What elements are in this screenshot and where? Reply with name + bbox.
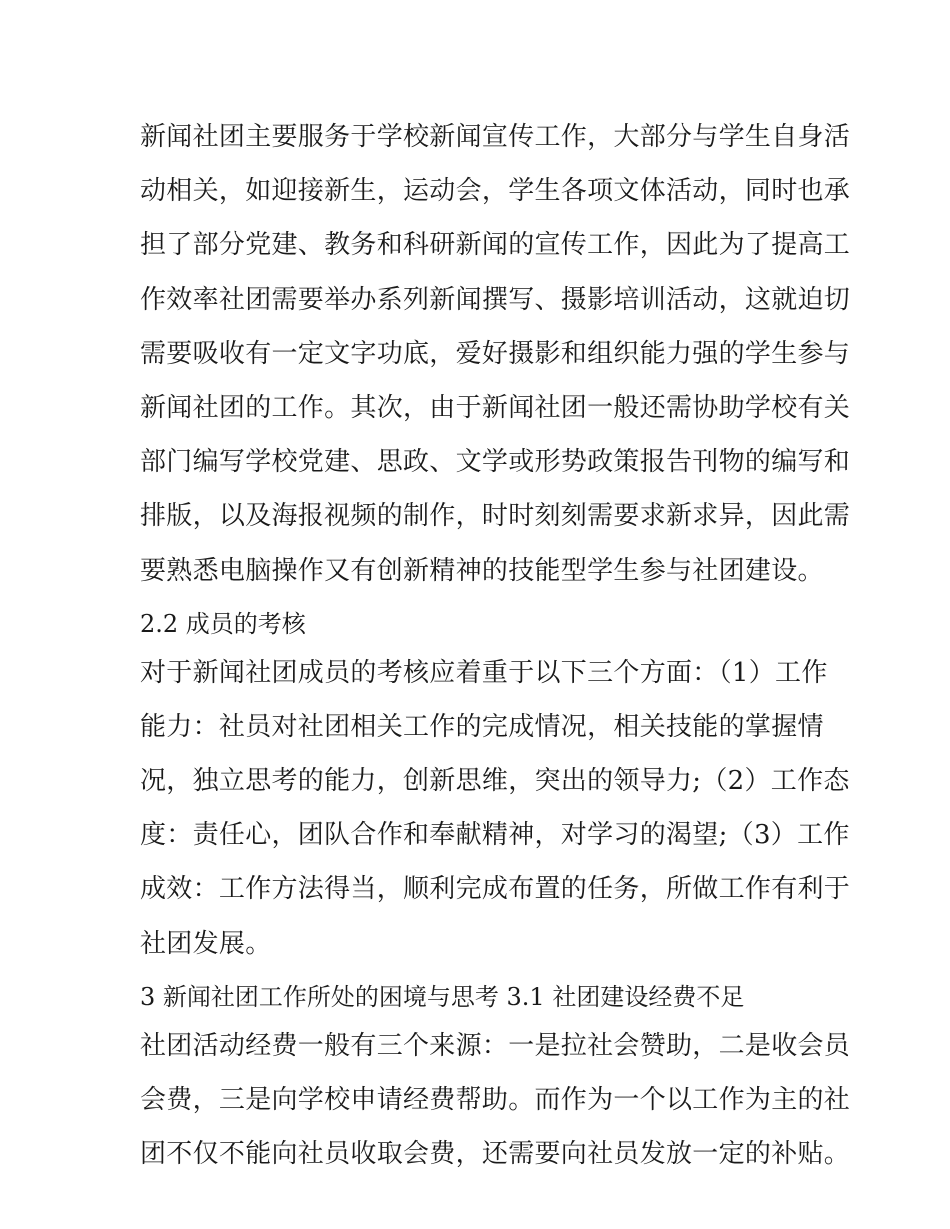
paragraph-line: 动相关，如迎接新生，运动会，学生各项文体活动，同时也承 — [140, 176, 851, 207]
paragraph-line: 作效率社团需要举办系列新闻撰写、摄影培训活动，这就迫切 — [140, 284, 851, 315]
paragraph-line: 担了部分党建、教务和科研新闻的宣传工作，因此为了提高工 — [140, 230, 851, 261]
paragraph-line: 排版，以及海报视频的制作，时时刻刻需要求新求异，因此需 — [140, 501, 851, 532]
paragraph-3 — [140, 1019, 851, 1182]
paragraph-line: 成效：工作方法得当，顺利完成布置的任务，所做工作有利于 — [140, 874, 851, 905]
paragraph-line: 团不仅不能向社员收取会费，还需要向社员发放一定的补贴。 — [140, 1139, 851, 1170]
section-heading-3: 3 新闻社团工作所处的困境与思考 3.1 社团建设经费不足 — [140, 982, 745, 1011]
paragraph-line: 需要吸收有一定文字功底，爱好摄影和组织能力强的学生参与 — [140, 338, 851, 369]
paragraph-line: 能力：社员对社团相关工作的完成情况，相关技能的掌握情 — [140, 711, 824, 742]
paragraph-line: 要熟悉电脑操作又有创新精神的技能型学生参与社团建设。 — [140, 555, 824, 586]
paragraph-line: 新闻社团主要服务于学校新闻宣传工作，大部分与学生自身活 — [140, 122, 851, 152]
section-heading-2-2: 2.2 成员的考核 — [140, 609, 306, 638]
paragraph-1 — [140, 110, 851, 598]
paragraph-line: 新闻社团的工作。其次，由于新闻社团一般还需协助学校有关 — [140, 392, 851, 423]
document-page — [140, 110, 851, 1181]
paragraph-line: 况，独立思考的能力，创新思维，突出的领导力;（2）工作态 — [140, 766, 850, 797]
paragraph-line: 社团活动经费一般有三个来源：一是拉社会赞助，二是收会员 — [140, 1030, 851, 1061]
paragraph-line: 社团发展。 — [140, 928, 272, 959]
paragraph-2 — [140, 646, 851, 971]
paragraph-line: 会费，三是向学校申请经费帮助。而作为一个以工作为主的社 — [140, 1085, 851, 1115]
paragraph-line: 度：责任心，团队合作和奉献精神，对学习的渴望;（3）工作 — [140, 820, 850, 851]
paragraph-line: 对于新闻社团成员的考核应着重于以下三个方面：（1）工作 — [140, 657, 828, 688]
paragraph-line: 部门编写学校党建、思政、文学或形势政策报告刊物的编写和 — [140, 447, 851, 478]
